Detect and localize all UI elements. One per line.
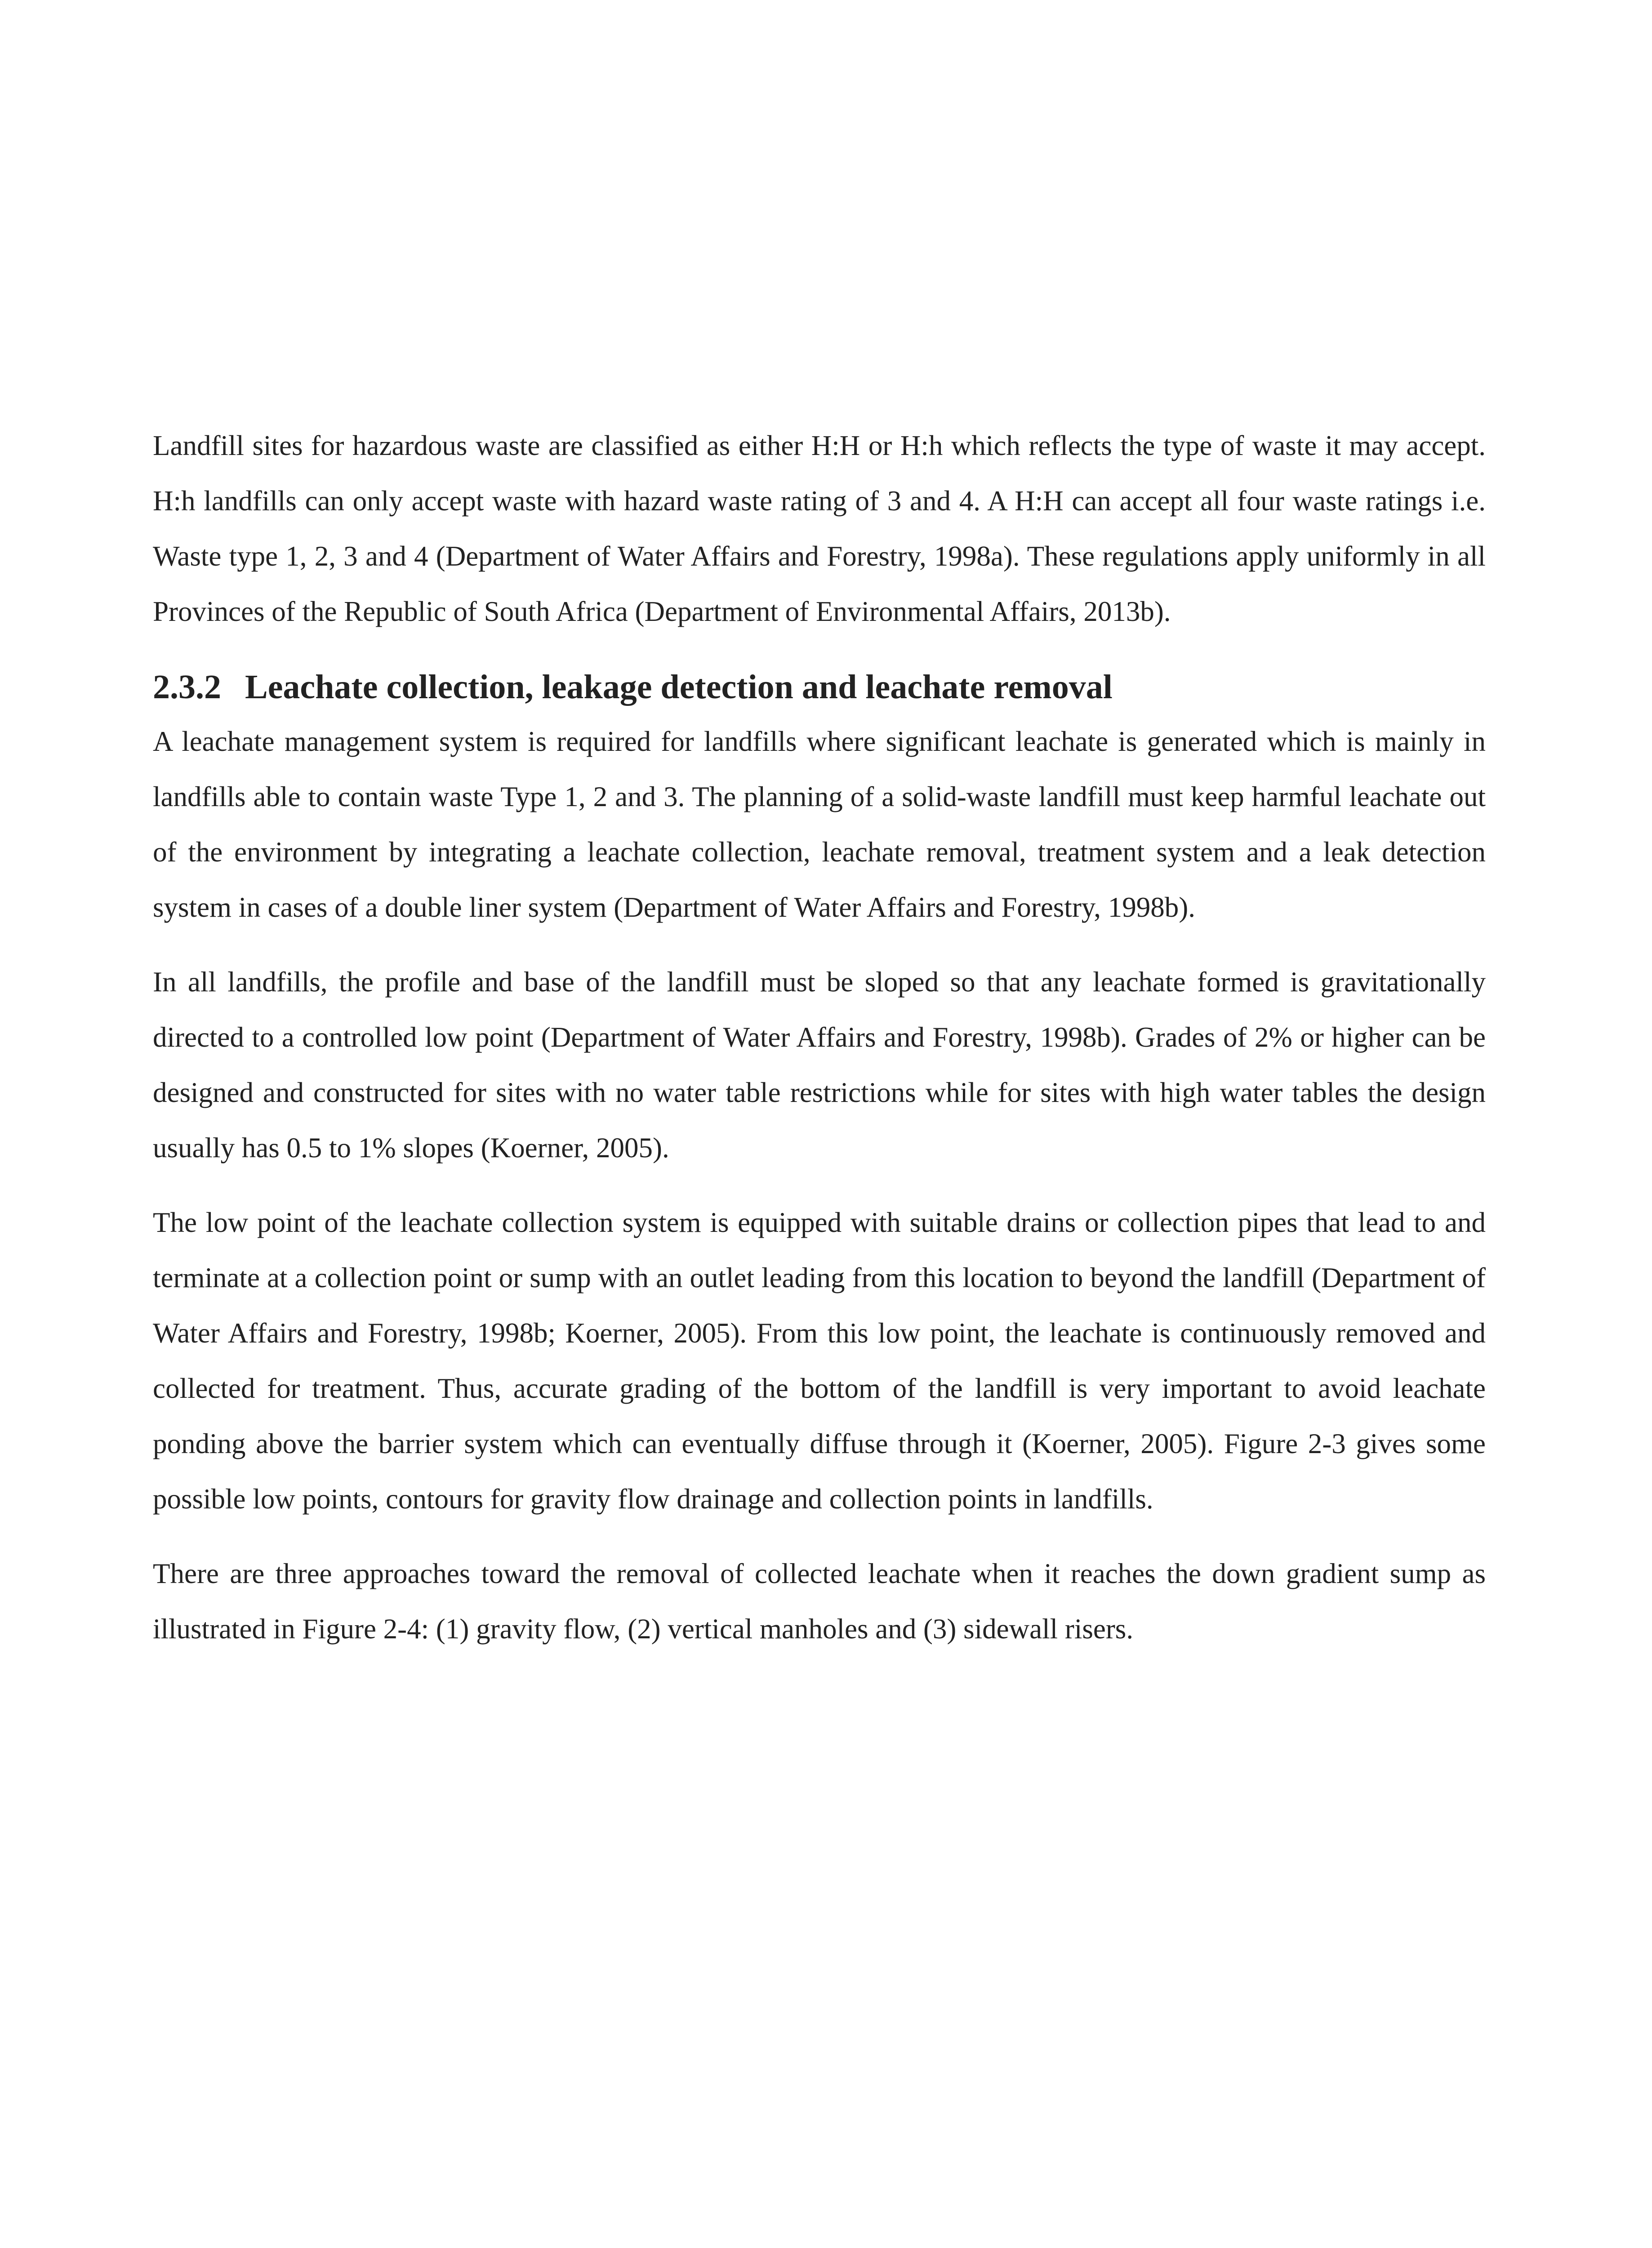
section-heading [153,660,1486,714]
paragraph-leachate-management: A leachate management system is required for landfills where significant leachate is generated which is mainly in landfills able to contain waste Type 1, 2 and 3. The planning of a solid-waste landfill must keep harmful leachate out of the environment by integrating a leachate collection, leachate removal, treatment system and a leak detection system in cases of a double liner system (Department of Water Affairs and Forestry, 1998b). [153,726,1486,923]
paragraph-removal-approaches: There are three approaches toward the removal of collected leachate when it reaches the down gradient sump as illustrated in Figure 2-4: (1) gravity flow, (2) vertical manholes and (3) sidewall risers. [153,1558,1486,1645]
page-body [153,418,1486,1657]
section-number: 2.3.2 [153,668,221,706]
paragraph-hazardous-waste-classification: Landfill sites for hazardous waste are classified as either H:H or H:h which reflects the type of waste it may accept. H:h landfills can only accept waste with hazard waste rating of 3 and 4. A H:H can accept all four waste ratings i.e. Waste type 1, 2, 3 and 4 (Department of Water Affairs and Forestry, 1998a). These regulations apply uniformly in all Provinces of the Republic of South Africa (Department of Environmental Affairs, 2013b). [153,430,1486,627]
paragraph-collection-low-point: The low point of the leachate collection system is equipped with suitable drains or collection pipes that lead to and terminate at a collection point or sump with an outlet leading from this location to beyond the landfill (Department of Water Affairs and Forestry, 1998b; Koerner, 2005). From this low point, the leachate is continuously removed and collected for treatment. Thus, accurate grading of the bottom of the landfill is very important to avoid leachate ponding above the barrier system which can eventually diffuse through it (Koerner, 2005). Figure 2-3 gives some possible low points, contours for gravity flow drainage and collection points in landfills. [153,1207,1486,1515]
section-title: Leachate collection, leakage detection and leachate removal [245,668,1113,706]
paragraph-landfill-slope: In all landfills, the profile and base of the landfill must be sloped so that any leachate formed is gravitationally directed to a controlled low point (Department of Water Affairs and Forestry, 1998b). Grades of 2% or higher can be designed and constructed for sites with no water table restrictions while for sites with high water tables the design usually has 0.5 to 1% slopes (Koerner, 2005). [153,966,1486,1164]
